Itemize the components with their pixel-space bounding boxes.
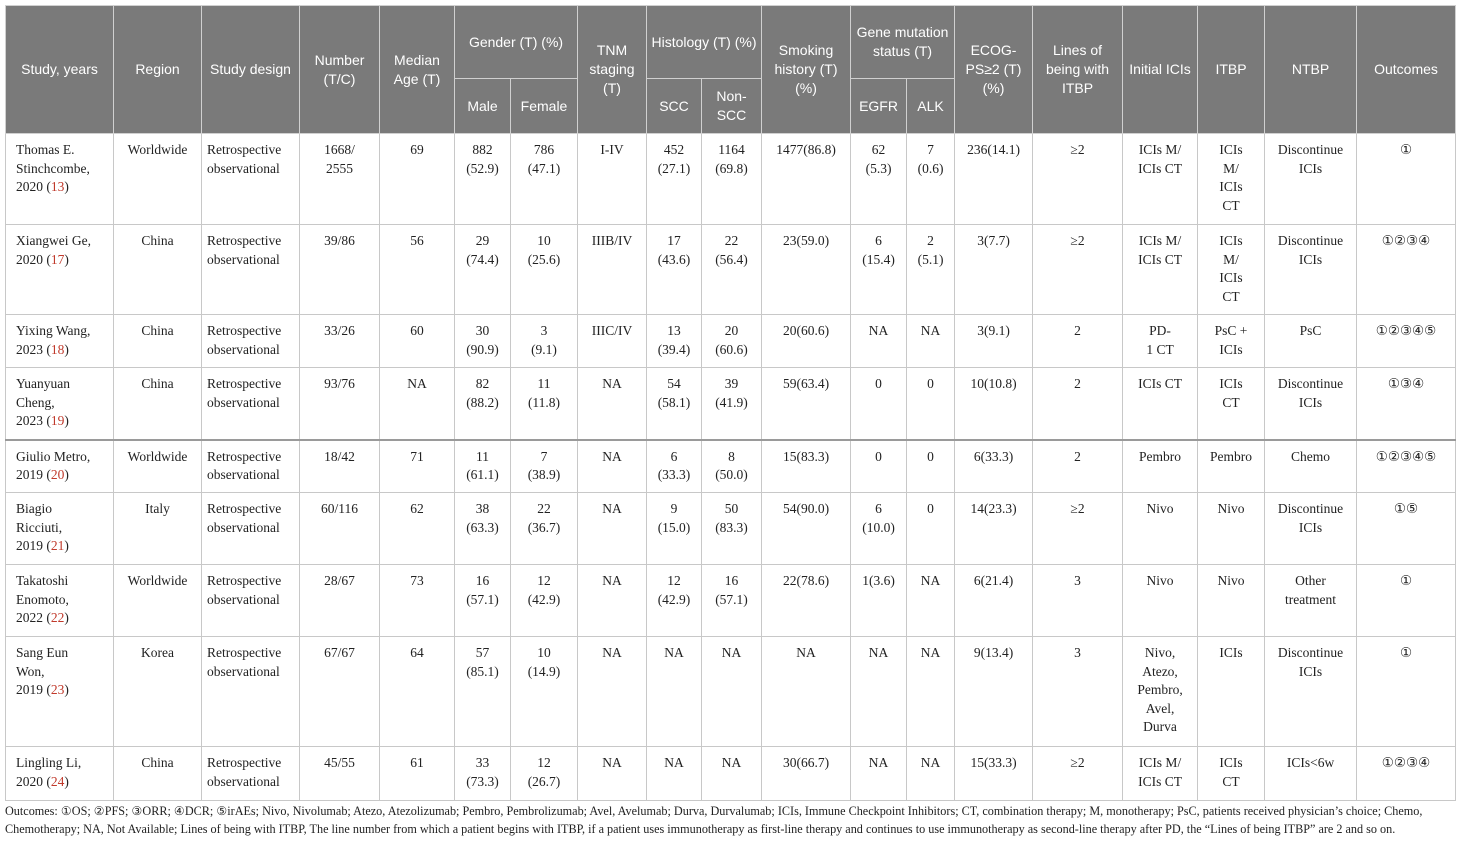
- cell-study: [6, 637, 114, 747]
- header-study: Study, years: [6, 6, 114, 134]
- study-year: 2020 (: [16, 179, 51, 195]
- cell-nonscc: 20 (60.6): [702, 315, 762, 368]
- cell-itbp: Nivo: [1198, 493, 1265, 565]
- study-author: Lingling Li,: [16, 755, 82, 770]
- cell-outcomes: ①②③④⑤: [1357, 440, 1456, 493]
- cell-alk: 0: [907, 368, 955, 440]
- cell-egfr: NA: [851, 315, 907, 368]
- header-outcomes: Outcomes: [1357, 6, 1456, 134]
- cell-egfr: NA: [851, 637, 907, 747]
- cell-age: 61: [380, 747, 455, 801]
- cell-female: 7 (38.9): [511, 440, 578, 493]
- cell-alk: NA: [907, 565, 955, 637]
- cell-smoking: 22(78.6): [762, 565, 851, 637]
- cell-female: 12 (26.7): [511, 747, 578, 801]
- cell-outcomes: ①⑤: [1357, 493, 1456, 565]
- study-author: Giulio Metro,: [16, 448, 91, 464]
- cell-outcomes: ①②③④: [1357, 747, 1456, 801]
- cell-scc: 452 (27.1): [647, 134, 702, 225]
- cell-number: 28/67: [300, 565, 380, 637]
- cell-itbp: ICIs M/ ICIs CT: [1198, 134, 1265, 225]
- header-number: Number (T/C): [300, 6, 380, 134]
- cell-age: 64: [380, 637, 455, 747]
- cell-scc: 6 (33.3): [647, 440, 702, 493]
- header-itbp: ITBP: [1198, 6, 1265, 134]
- cell-tnm: IIIB/IV: [578, 225, 647, 315]
- cell-scc: 13 (39.4): [647, 315, 702, 368]
- study-characteristics-table: [5, 5, 1456, 801]
- cell-number: 1668/ 2555: [300, 134, 380, 225]
- table-row: [6, 637, 1456, 747]
- cell-smoking: NA: [762, 637, 851, 747]
- cell-male: 29 (74.4): [455, 225, 511, 315]
- cell-ecog: 10(10.8): [955, 368, 1033, 440]
- cell-scc: 54 (58.1): [647, 368, 702, 440]
- header-lines: Lines of being with ITBP: [1033, 6, 1123, 134]
- cell-alk: 0: [907, 493, 955, 565]
- study-year: 2019 (: [16, 538, 51, 554]
- reference-link[interactable]: 18: [50, 341, 65, 357]
- header-smoking: Smoking history (T) (%): [762, 6, 851, 134]
- table-footnote: Outcomes: ①OS; ②PFS; ③ORR; ④DCR; ⑤irAEs; Nivo, Nivolumab; Atezo, Atezolizumab; Pembro, Pembrolizumab; Avel, Avelumab; Durva, Durvalumab; ICIs, Immune Checkpoint Inhibitors; CT, combination therapy; M, monotherapy; PsC, patients received physician’s choice; Chemo, Chemotherapy; NA, Not Available; Lines of being with ITBP, The line number from which a patient begins with ITBP, if a patient uses immunotherapy as first-line therapy and continues to use immunotherapy as second-line therapy after PD, the “Lines of being ITBP” are 2 and so on.: [5, 804, 1423, 836]
- cell-initial: Nivo: [1123, 565, 1198, 637]
- cell-female: 786 (47.1): [511, 134, 578, 225]
- cell-initial: ICIs CT: [1123, 368, 1198, 440]
- cell-lines: ≥2: [1033, 747, 1123, 801]
- cell-nonscc: NA: [702, 637, 762, 747]
- cell-egfr: NA: [851, 747, 907, 801]
- header-female: Female: [511, 79, 578, 134]
- cell-number: 39/86: [300, 225, 380, 315]
- cell-study: [6, 368, 114, 440]
- ref-close-paren: ): [64, 467, 69, 483]
- cell-scc: 12 (42.9): [647, 565, 702, 637]
- cell-design: Retrospective observational: [202, 747, 300, 801]
- ref-close-paren: ): [64, 610, 69, 626]
- cell-study: [6, 747, 114, 801]
- cell-design: Retrospective observational: [202, 637, 300, 747]
- cell-age: NA: [380, 368, 455, 440]
- ref-close-paren: ): [64, 179, 69, 195]
- cell-age: 56: [380, 225, 455, 315]
- cell-alk: 0: [907, 440, 955, 493]
- cell-ecog: 9(13.4): [955, 637, 1033, 747]
- cell-region: Italy: [114, 493, 202, 565]
- table-row: [6, 440, 1456, 493]
- cell-age: 69: [380, 134, 455, 225]
- header-region: Region: [114, 6, 202, 134]
- cell-ecog: 6(21.4): [955, 565, 1033, 637]
- cell-nonscc: 39 (41.9): [702, 368, 762, 440]
- cell-egfr: 0: [851, 368, 907, 440]
- header-design: Study design: [202, 6, 300, 134]
- cell-ntbp: Discontinue ICIs: [1265, 493, 1357, 565]
- cell-female: 10 (14.9): [511, 637, 578, 747]
- cell-lines: 3: [1033, 565, 1123, 637]
- cell-nonscc: 50 (83.3): [702, 493, 762, 565]
- cell-itbp: ICIs M/ ICIs CT: [1198, 225, 1265, 315]
- cell-initial: PD- 1 CT: [1123, 315, 1198, 368]
- cell-lines: ≥2: [1033, 134, 1123, 225]
- cell-lines: ≥2: [1033, 493, 1123, 565]
- cell-lines: 2: [1033, 440, 1123, 493]
- study-author: Takatoshi Enomoto,: [16, 573, 69, 607]
- table-row: [6, 315, 1456, 368]
- cell-itbp: ICIs: [1198, 637, 1265, 747]
- cell-region: China: [114, 368, 202, 440]
- header-alk: ALK: [907, 79, 955, 134]
- cell-male: 57 (85.1): [455, 637, 511, 747]
- cell-outcomes: ①③④: [1357, 368, 1456, 440]
- cell-design: Retrospective observational: [202, 565, 300, 637]
- cell-region: China: [114, 225, 202, 315]
- cell-smoking: 59(63.4): [762, 368, 851, 440]
- header-tnm: TNM staging (T): [578, 6, 647, 134]
- cell-age: 60: [380, 315, 455, 368]
- cell-study: [6, 493, 114, 565]
- cell-study: [6, 315, 114, 368]
- cell-outcomes: ①: [1357, 565, 1456, 637]
- cell-lines: ≥2: [1033, 225, 1123, 315]
- header-gender: Gender (T) (%): [455, 6, 578, 79]
- cell-number: 18/42: [300, 440, 380, 493]
- cell-ntbp: PsC: [1265, 315, 1357, 368]
- cell-initial: ICIs M/ ICIs CT: [1123, 134, 1198, 225]
- header-initial: Initial ICIs: [1123, 6, 1198, 134]
- cell-itbp: Nivo: [1198, 565, 1265, 637]
- cell-ntbp: Discontinue ICIs: [1265, 225, 1357, 315]
- reference-link[interactable]: 13: [50, 179, 65, 195]
- ref-close-paren: ): [64, 682, 69, 698]
- cell-design: Retrospective observational: [202, 134, 300, 225]
- table-row: [6, 134, 1456, 225]
- cell-smoking: 15(83.3): [762, 440, 851, 493]
- cell-nonscc: 8 (50.0): [702, 440, 762, 493]
- header-scc: SCC: [647, 79, 702, 134]
- study-author: Thomas E. Stinchcombe,: [16, 142, 90, 176]
- cell-scc: NA: [647, 637, 702, 747]
- study-year: 2023 (: [16, 413, 51, 429]
- cell-study: [6, 225, 114, 315]
- cell-male: 882 (52.9): [455, 134, 511, 225]
- cell-outcomes: ①: [1357, 637, 1456, 747]
- cell-smoking: 23(59.0): [762, 225, 851, 315]
- cell-itbp: ICIs CT: [1198, 747, 1265, 801]
- cell-tnm: NA: [578, 368, 647, 440]
- header-ecog: ECOG-PS≥2 (T) (%): [955, 6, 1033, 134]
- study-year: 2019 (: [16, 682, 51, 698]
- cell-number: 67/67: [300, 637, 380, 747]
- cell-tnm: NA: [578, 747, 647, 801]
- cell-egfr: 6 (10.0): [851, 493, 907, 565]
- cell-tnm: IIIC/IV: [578, 315, 647, 368]
- cell-nonscc: NA: [702, 747, 762, 801]
- cell-female: 12 (42.9): [511, 565, 578, 637]
- cell-egfr: 62 (5.3): [851, 134, 907, 225]
- cell-smoking: 1477(86.8): [762, 134, 851, 225]
- cell-design: Retrospective observational: [202, 368, 300, 440]
- header-ntbp: NTBP: [1265, 6, 1357, 134]
- cell-smoking: 30(66.7): [762, 747, 851, 801]
- cell-age: 62: [380, 493, 455, 565]
- cell-number: 45/55: [300, 747, 380, 801]
- study-year: 2020 (: [16, 773, 51, 789]
- header-nonscc: Non-SCC: [702, 79, 762, 134]
- cell-number: 93/76: [300, 368, 380, 440]
- cell-lines: 2: [1033, 315, 1123, 368]
- cell-alk: NA: [907, 315, 955, 368]
- study-author: Biagio Ricciuti,: [16, 501, 63, 535]
- cell-itbp: ICIs CT: [1198, 368, 1265, 440]
- study-author: Sang Eun Won,: [16, 645, 69, 679]
- cell-egfr: 0: [851, 440, 907, 493]
- cell-design: Retrospective observational: [202, 440, 300, 493]
- cell-initial: ICIs M/ ICIs CT: [1123, 747, 1198, 801]
- cell-initial: Nivo, Atezo, Pembro, Avel, Durva: [1123, 637, 1198, 747]
- cell-female: 10 (25.6): [511, 225, 578, 315]
- ref-close-paren: ): [64, 413, 69, 429]
- cell-ecog: 15(33.3): [955, 747, 1033, 801]
- cell-alk: NA: [907, 747, 955, 801]
- reference-link[interactable]: 19: [50, 413, 65, 429]
- cell-alk: NA: [907, 637, 955, 747]
- table-row: [6, 747, 1456, 801]
- cell-lines: 2: [1033, 368, 1123, 440]
- cell-tnm: NA: [578, 493, 647, 565]
- reference-link[interactable]: 22: [50, 610, 65, 626]
- cell-study: [6, 440, 114, 493]
- cell-itbp: Pembro: [1198, 440, 1265, 493]
- cell-scc: NA: [647, 747, 702, 801]
- header-gene: Gene mutation status (T): [851, 6, 955, 79]
- cell-male: 11 (61.1): [455, 440, 511, 493]
- cell-outcomes: ①②③④: [1357, 225, 1456, 315]
- table-row: [6, 225, 1456, 315]
- cell-ecog: 6(33.3): [955, 440, 1033, 493]
- cell-smoking: 20(60.6): [762, 315, 851, 368]
- cell-outcomes: ①②③④⑤: [1357, 315, 1456, 368]
- cell-region: Worldwide: [114, 134, 202, 225]
- ref-close-paren: ): [64, 341, 69, 357]
- cell-female: 3 (9.1): [511, 315, 578, 368]
- ref-close-paren: ): [64, 773, 69, 789]
- cell-ecog: 3(7.7): [955, 225, 1033, 315]
- cell-itbp: PsC + ICIs: [1198, 315, 1265, 368]
- cell-ecog: 3(9.1): [955, 315, 1033, 368]
- cell-tnm: I-IV: [578, 134, 647, 225]
- header-male: Male: [455, 79, 511, 134]
- cell-smoking: 54(90.0): [762, 493, 851, 565]
- cell-ntbp: Discontinue ICIs: [1265, 637, 1357, 747]
- cell-initial: Nivo: [1123, 493, 1198, 565]
- cell-tnm: NA: [578, 565, 647, 637]
- cell-age: 71: [380, 440, 455, 493]
- cell-region: China: [114, 315, 202, 368]
- ref-close-paren: ): [64, 538, 69, 554]
- cell-study: [6, 565, 114, 637]
- cell-male: 33 (73.3): [455, 747, 511, 801]
- table-row: [6, 565, 1456, 637]
- study-author: Xiangwei Ge,: [16, 233, 91, 248]
- ref-close-paren: ): [64, 251, 69, 267]
- study-author: Yuanyuan Cheng,: [16, 376, 70, 410]
- cell-region: China: [114, 747, 202, 801]
- cell-region: Worldwide: [114, 565, 202, 637]
- cell-nonscc: 1164 (69.8): [702, 134, 762, 225]
- cell-male: 30 (90.9): [455, 315, 511, 368]
- reference-link[interactable]: 23: [50, 682, 65, 698]
- cell-ntbp: Other treatment: [1265, 565, 1357, 637]
- reference-link[interactable]: 17: [50, 251, 65, 267]
- cell-alk: 7 (0.6): [907, 134, 955, 225]
- cell-ecog: 14(23.3): [955, 493, 1033, 565]
- cell-ntbp: Discontinue ICIs: [1265, 368, 1357, 440]
- cell-egfr: 1(3.6): [851, 565, 907, 637]
- header-age: Median Age (T): [380, 6, 455, 134]
- cell-egfr: 6 (15.4): [851, 225, 907, 315]
- cell-scc: 9 (15.0): [647, 493, 702, 565]
- table-body: [6, 134, 1456, 801]
- cell-ecog: 236(14.1): [955, 134, 1033, 225]
- table-container: [5, 5, 1455, 801]
- study-year: 2023 (: [16, 341, 51, 357]
- reference-link[interactable]: 21: [50, 538, 65, 554]
- table-row: [6, 493, 1456, 565]
- cell-design: Retrospective observational: [202, 493, 300, 565]
- cell-ntbp: ICIs<6w: [1265, 747, 1357, 801]
- study-year: 2022 (: [16, 610, 51, 626]
- cell-nonscc: 16 (57.1): [702, 565, 762, 637]
- cell-initial: ICIs M/ ICIs CT: [1123, 225, 1198, 315]
- study-author: Yixing Wang,: [16, 323, 91, 338]
- table-row: [6, 368, 1456, 440]
- cell-outcomes: ①: [1357, 134, 1456, 225]
- cell-number: 33/26: [300, 315, 380, 368]
- cell-male: 38 (63.3): [455, 493, 511, 565]
- header-egfr: EGFR: [851, 79, 907, 134]
- cell-age: 73: [380, 565, 455, 637]
- cell-male: 82 (88.2): [455, 368, 511, 440]
- cell-ntbp: Chemo: [1265, 440, 1357, 493]
- cell-female: 22 (36.7): [511, 493, 578, 565]
- cell-tnm: NA: [578, 440, 647, 493]
- cell-lines: 3: [1033, 637, 1123, 747]
- cell-region: Korea: [114, 637, 202, 747]
- cell-region: Worldwide: [114, 440, 202, 493]
- header-row-top: [6, 6, 1456, 79]
- cell-design: Retrospective observational: [202, 225, 300, 315]
- header-histology: Histology (T) (%): [647, 6, 762, 79]
- cell-number: 60/116: [300, 493, 380, 565]
- cell-ntbp: Discontinue ICIs: [1265, 134, 1357, 225]
- cell-alk: 2 (5.1): [907, 225, 955, 315]
- cell-female: 11 (11.8): [511, 368, 578, 440]
- cell-nonscc: 22 (56.4): [702, 225, 762, 315]
- study-year: 2020 (: [16, 251, 51, 267]
- study-year: 2019 (: [16, 467, 51, 483]
- cell-initial: Pembro: [1123, 440, 1198, 493]
- reference-link[interactable]: 20: [50, 467, 65, 483]
- reference-link[interactable]: 24: [50, 773, 65, 789]
- cell-study: [6, 134, 114, 225]
- cell-design: Retrospective observational: [202, 315, 300, 368]
- cell-scc: 17 (43.6): [647, 225, 702, 315]
- cell-tnm: NA: [578, 637, 647, 747]
- cell-male: 16 (57.1): [455, 565, 511, 637]
